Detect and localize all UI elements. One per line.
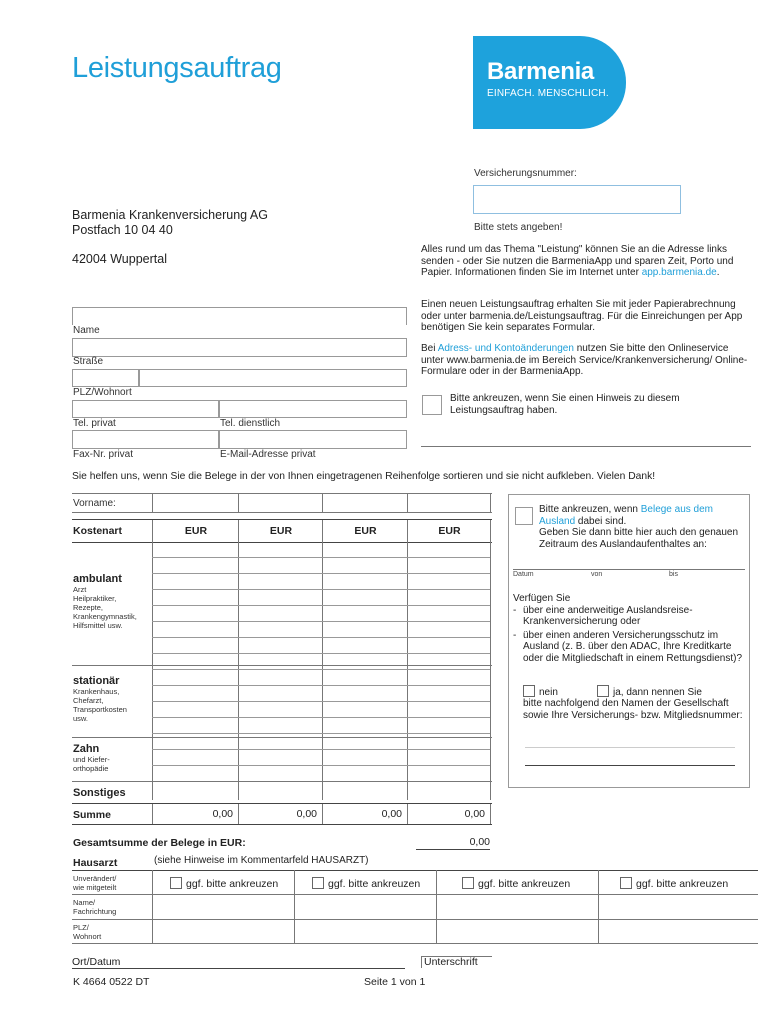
stationaer-desc-1: Chefarzt, — [73, 696, 104, 705]
ha-line-1 — [72, 894, 758, 895]
ambulant-title: ambulant — [73, 573, 122, 585]
hausarzt-title: Hausarzt — [73, 857, 118, 869]
stationaer-desc-0: Krankenhaus, — [73, 687, 120, 696]
no-label: nein — [539, 687, 558, 698]
grid-cell-line[interactable] — [152, 765, 490, 766]
grid-col-sep — [490, 541, 491, 800]
stationaer-desc-2: Transportkosten — [73, 705, 127, 714]
sum-col-4: 0,00 — [407, 804, 490, 824]
row2-label-a: Name/ — [73, 898, 96, 907]
grid-cell-line[interactable] — [152, 669, 490, 670]
hint-divider — [421, 446, 751, 447]
recipient-line3: 42004 Wuppertal — [72, 252, 167, 266]
info-paragraph-3 — [421, 343, 751, 378]
hausarzt-option-3[interactable] — [462, 877, 570, 891]
grid-col-sep — [152, 541, 153, 800]
sum-col-2: 0,00 — [238, 804, 322, 824]
vorname-row — [72, 493, 492, 513]
abroad-text-end: dabei sind. — [577, 515, 627, 527]
stationaer-desc-3: usw. — [73, 714, 89, 723]
category-divider — [72, 665, 492, 666]
phone-work-label: Tel. dienstlich — [220, 418, 281, 429]
grid-col-sep — [322, 541, 323, 800]
info-paragraph-1 — [421, 244, 751, 279]
ambulant-desc-2: Rezepte, — [73, 603, 104, 612]
grid-col-sep — [238, 541, 239, 800]
stationaer-title: stationär — [73, 675, 120, 687]
membership-line[interactable] — [525, 765, 735, 766]
street-input[interactable] — [72, 338, 407, 357]
summe-label: Summe — [73, 809, 111, 821]
kostenart-label: Kostenart — [73, 525, 123, 537]
hausarzt-checkbox-3[interactable] — [462, 877, 474, 889]
to-label: bis — [669, 571, 678, 578]
grid-cell-line[interactable] — [152, 685, 490, 686]
vorname-sep-5 — [490, 494, 491, 512]
page-number: Seite 1 von 1 — [364, 976, 426, 988]
info-p1-text: Alles rund um das Thema "Leistung" können Sie an die Adresse links senden - oder Sie nutzen die BarmeniaApp und sparen Zeit, Porto und Papier. Informationen finden Sie im Internet unter — [421, 244, 734, 278]
ambulant-desc-1: Heilpraktiker, — [73, 594, 117, 603]
abroad-link: Belege aus dem Ausland — [539, 504, 714, 527]
hausarzt-grid — [72, 870, 758, 944]
recipient-address — [72, 208, 268, 267]
grid-cell-line[interactable] — [152, 589, 490, 590]
hausarzt-checkbox-label-3: ggf. bitte ankreuzen — [478, 878, 571, 890]
hausarzt-checkbox-label-4: ggf. bitte ankreuzen — [636, 878, 729, 890]
hausarzt-note: (siehe Hinweise im Kommentarfeld HAUSARZT) — [154, 855, 369, 866]
ha-line-0 — [72, 870, 758, 871]
grid-cell-line[interactable] — [152, 605, 490, 606]
category-ambulant — [73, 573, 137, 630]
email-input[interactable] — [218, 430, 407, 449]
grid-cell-line[interactable] — [152, 701, 490, 702]
ha-sep-2 — [294, 870, 295, 944]
city-input[interactable] — [138, 369, 407, 387]
row3-label-b: Wohnort — [73, 932, 102, 941]
yes-label: ja, dann nennen Sie — [613, 687, 702, 698]
grid-cell-line[interactable] — [152, 557, 490, 558]
grid-col-sep — [407, 541, 408, 800]
stationaer-desc — [73, 687, 127, 723]
logo-tagline: EINFACH. MENSCHLICH. — [487, 88, 609, 99]
recipient-line1: Barmenia Krankenversicherung AG — [72, 208, 268, 222]
grid-cell-line[interactable] — [152, 573, 490, 574]
grid-cell-line[interactable] — [152, 621, 490, 622]
zahn-desc — [73, 755, 110, 773]
sum-col-1: 0,00 — [152, 804, 238, 824]
abroad-checkbox-label — [539, 504, 747, 550]
hausarzt-checkbox-1[interactable] — [170, 877, 182, 889]
street-label: Straße — [73, 356, 104, 367]
vorname-sep-1 — [152, 494, 153, 512]
address-change-link[interactable]: Adress- und Kontoänderungen — [437, 343, 574, 354]
bullet-1: - über eine anderweitige Auslandsreise-Krankenversicherung oder — [513, 605, 745, 628]
page-title: Leistungsauftrag — [72, 52, 282, 84]
info-p1-end: . — [716, 267, 720, 278]
zahn-title: Zahn — [73, 743, 100, 755]
signature-label: Unterschrift — [421, 956, 478, 968]
ha-line-2 — [72, 919, 758, 920]
bullet-1-text: über eine anderweitige Auslandsreise-Krankenversicherung oder — [523, 604, 693, 627]
vorname-label: Vorname: — [73, 498, 116, 509]
eur-header-1: EUR — [152, 520, 239, 542]
name-input[interactable] — [72, 307, 407, 325]
ha-sep-1 — [152, 870, 153, 944]
company-line[interactable] — [525, 747, 735, 748]
question-block — [513, 593, 745, 664]
ha-sep-3 — [436, 870, 437, 944]
question-title: Verfügen Sie — [513, 593, 571, 604]
eur-header-4: EUR — [407, 520, 491, 542]
insurance-hint: Bitte stets angeben! — [474, 222, 563, 233]
hausarzt-checkbox-2[interactable] — [312, 877, 324, 889]
row1-label — [73, 874, 116, 892]
email-label: E-Mail-Adresse privat — [220, 449, 316, 460]
ambulant-desc-4: Hilfsmittel usw. — [73, 621, 123, 630]
sorting-instruction: Sie helfen uns, wenn Sie die Belege in der von Ihnen eingetragenen Reihenfolge sortieren und sie nicht aufkleben. Vielen Dank! — [72, 471, 656, 482]
ha-line-3 — [72, 943, 758, 944]
zip-input[interactable] — [72, 369, 140, 387]
eur-header-2: EUR — [238, 520, 323, 542]
hausarzt-option-4[interactable] — [620, 877, 728, 891]
info-paragraph-2: Einen neuen Leistungsauftrag erhalten Sie mit jeder Papierabrechnung oder unter barmenia.de/Leistungsauftrag. Für die Einreichungen per App benötigen Sie kein separates Formular. — [421, 299, 743, 333]
fax-label: Fax-Nr. privat — [73, 449, 134, 460]
abroad-checkbox[interactable] — [515, 507, 533, 525]
zahn-desc-1: orthopädie — [73, 764, 109, 773]
date-label: Datum — [513, 571, 534, 578]
app-link[interactable]: app.barmenia.de — [641, 267, 717, 278]
category-divider — [72, 737, 492, 738]
total-label: Gesamtsumme der Belege in EUR: — [73, 837, 246, 849]
grid-cell-line[interactable] — [152, 749, 490, 750]
hausarzt-checkbox-label-1: ggf. bitte ankreuzen — [186, 878, 279, 890]
category-sonstiges: Sonstiges — [73, 787, 126, 799]
name-label: Name — [73, 325, 100, 336]
phone-private-label: Tel. privat — [73, 418, 116, 429]
hausarzt-option-2[interactable] — [312, 877, 420, 891]
abroad-box — [508, 494, 750, 788]
grid-cell-line[interactable] — [152, 717, 490, 718]
bullet-2: - über einen anderen Versicherungsschutz im Ausland (z. B. über den ADAC, Ihre Kreditkarte oder die Mitgliedschaft in einem Rettungsdienst)? — [513, 630, 745, 665]
sum-col-3: 0,00 — [322, 804, 407, 824]
ambulant-desc-0: Arzt — [73, 585, 87, 594]
info-p3-end: nutzen Sie bitte den Onlineservice unter www.barmenia.de im Bereich Service/Krankenversicherung/ Online-Formulare oder in der BarmeniaApp. — [421, 343, 748, 377]
bullet-2-text: über einen anderen Versicherungsschutz im Ausland (z. B. über den ADAC, Ihre Kreditkarte oder die Mitgliedschaft in einem Rettungsdienst)? — [523, 629, 743, 664]
ambulant-desc-3: Krankengymnastik, — [73, 612, 137, 621]
row3-label — [73, 923, 101, 941]
hausarzt-checkbox-4[interactable] — [620, 877, 632, 889]
city-label: PLZ/Wohnort — [73, 387, 132, 398]
info-p3-start: Bei — [421, 343, 436, 354]
hausarzt-option-1[interactable] — [170, 877, 278, 891]
vorname-sep-4 — [407, 494, 408, 512]
fax-input[interactable] — [72, 430, 220, 449]
row1-label-a: Unverändert/ — [73, 874, 117, 883]
row3-label-a: PLZ/ — [73, 923, 89, 932]
grid-cell-line[interactable] — [152, 637, 490, 638]
zahn-desc-0: und Kiefer- — [73, 755, 110, 764]
phone-work-input[interactable] — [218, 400, 407, 418]
form-code: K 4664 0522 DT — [73, 976, 150, 988]
grid-cell-line[interactable] — [152, 733, 490, 734]
category-divider — [72, 781, 492, 782]
abroad-period-text: Geben Sie dann bitte hier auch den genauen Zeitraum des Auslandaufenthaltes an: — [539, 527, 739, 550]
vorname-sep-2 — [238, 494, 239, 512]
period-line[interactable] — [513, 569, 745, 570]
insurance-number-label: Versicherungsnummer: — [474, 168, 577, 179]
yes-option[interactable] — [597, 685, 702, 699]
hint-checkbox[interactable] — [422, 395, 442, 415]
category-zahn — [73, 743, 110, 773]
currency-sep-end — [490, 520, 491, 542]
summe-row — [72, 803, 492, 825]
no-checkbox[interactable] — [523, 685, 535, 697]
row2-label — [73, 898, 116, 916]
logo-name: Barmenia — [487, 58, 594, 85]
grid-cell-line[interactable] — [152, 653, 490, 654]
ha-sep-4 — [598, 870, 599, 944]
total-value: 0,00 — [416, 836, 490, 850]
currency-header-row — [72, 519, 492, 543]
row1-label-b: wie mitgeteilt — [73, 883, 117, 892]
barmenia-logo — [473, 36, 626, 129]
name-request: bitte nachfolgend den Namen der Gesellschaft sowie Ihre Versicherungs- bzw. Mitgliedsnummer: — [523, 698, 743, 721]
vorname-sep-3 — [322, 494, 323, 512]
category-stationaer — [73, 675, 127, 723]
insurance-number-input[interactable] — [473, 185, 681, 214]
place-date-label: Ort/Datum — [72, 956, 121, 968]
no-option[interactable] — [523, 685, 558, 699]
ambulant-desc — [73, 585, 137, 630]
hausarzt-checkbox-label-2: ggf. bitte ankreuzen — [328, 878, 421, 890]
hint-checkbox-label: Bitte ankreuzen, wenn Sie einen Hinweis zu diesem Leistungsauftrag haben. — [450, 393, 680, 416]
yes-checkbox[interactable] — [597, 685, 609, 697]
phone-private-input[interactable] — [72, 400, 220, 418]
row2-label-b: Fachrichtung — [73, 907, 117, 916]
abroad-text-start: Bitte ankreuzen, wenn — [539, 504, 638, 515]
summe-sep-end — [490, 804, 491, 824]
from-label: von — [591, 571, 603, 578]
recipient-line2: Postfach 10 04 40 — [72, 223, 173, 237]
eur-header-3: EUR — [322, 520, 408, 542]
place-date-field[interactable] — [72, 956, 405, 969]
